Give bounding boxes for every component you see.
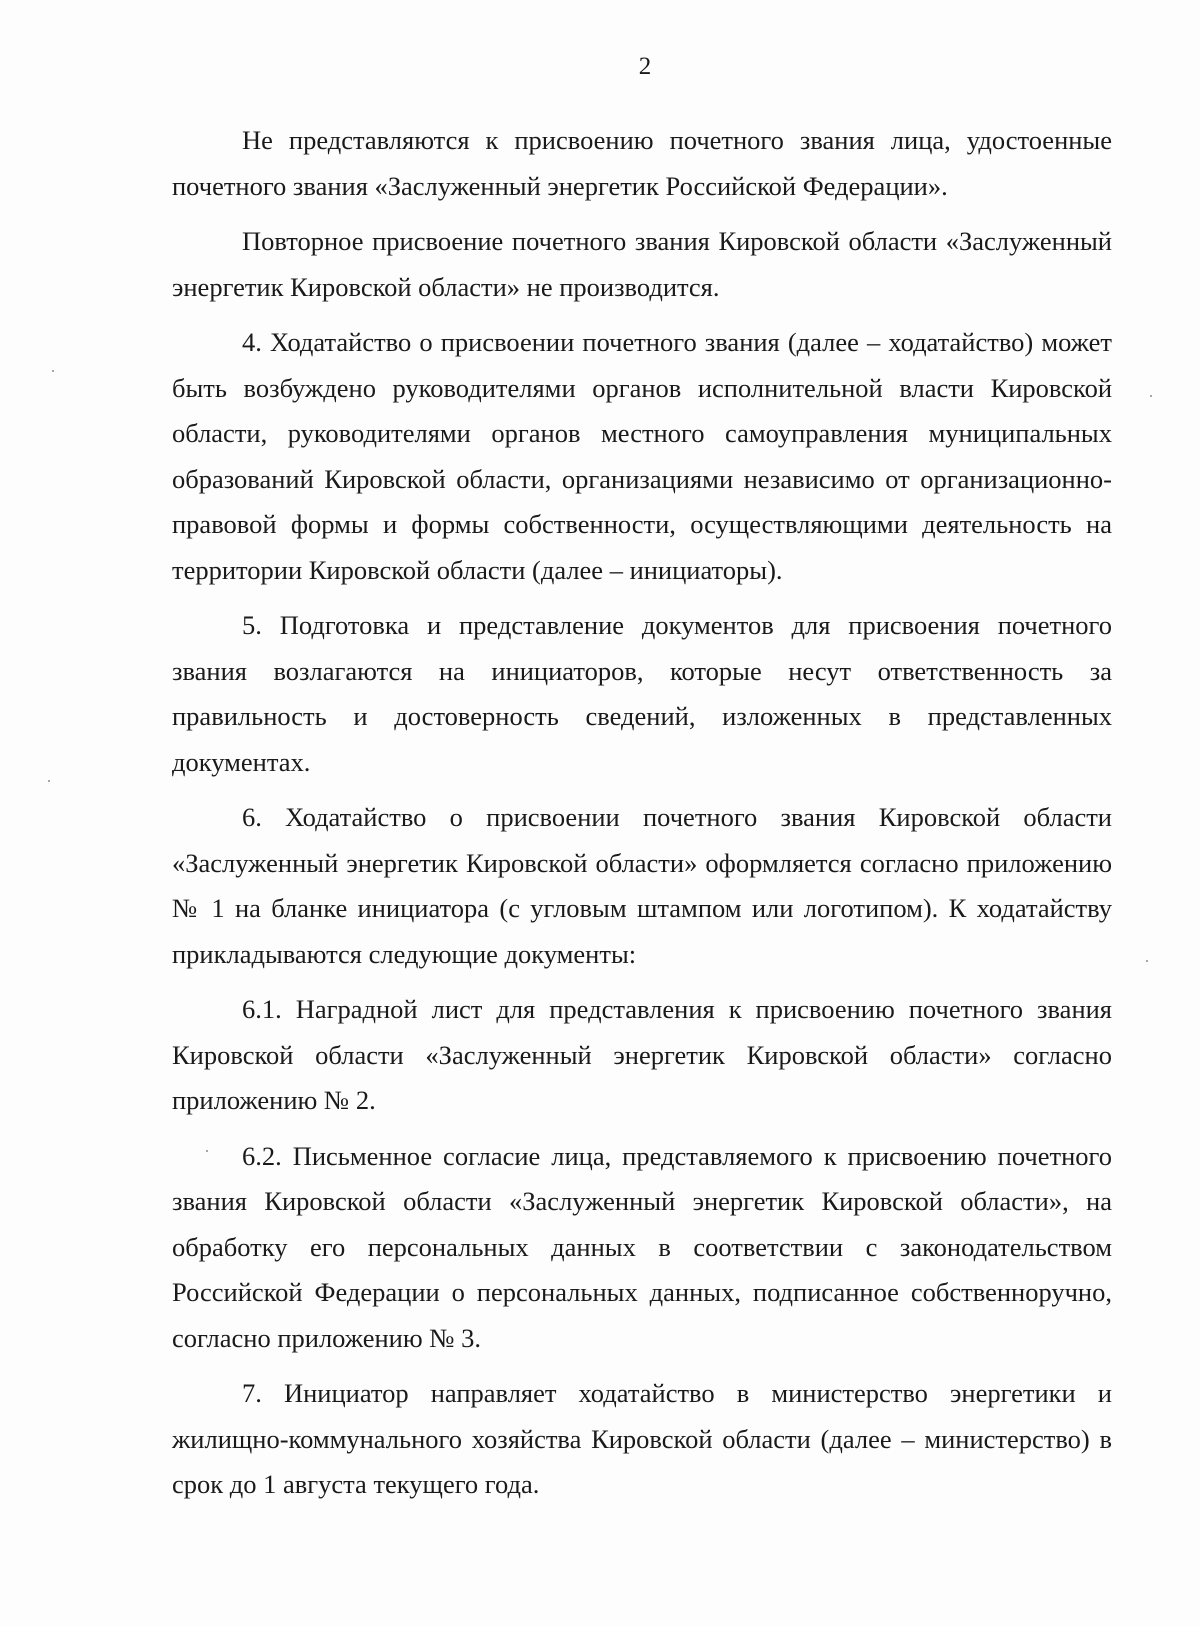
paragraph-item-4: 4. Ходатайство о присвоении почетного звания (далее – ходатайство) может быть возбуждено руководителями органов исполнительной власти Кировской области, руководителями органов местного самоуправления муниципальных образований Кировской области, организациями независимо от организационно-правовой формы и формы собственности, осуществляющими деятельность на территории Кировской области (далее – инициаторы). [172,327,1112,585]
paragraph-item-6: 6. Ходатайство о присвоении почетного звания Кировской области «Заслуженный энергетик Кировской области» оформляется согласно приложению № 1 на бланке инициатора (с угловым штампом или логотипом). К ходатайству прикладываются следующие документы: [172,802,1112,969]
paragraph-item-6-1: 6.1. Наградной лист для представления к присвоению почетного звания Кировской области «Заслуженный энергетик Кировской области» согласно приложению № 2. [172,994,1112,1115]
paragraph-no-repeat-award: Повторное присвоение почетного звания Кировской области «Заслуженный энергетик Кировской области» не производится. [172,226,1112,302]
page-number: 2 [638,53,652,80]
paragraph-item-6-2: 6.2. Письменное согласие лица, представляемого к присвоению почетного звания Кировской области «Заслуженный энергетик Кировской области», на обработку его персональных данных в соответствии с законодательством Российской Федерации о персональных данных, подписанное собственноручно, согласно приложению № 3. [172,1140,1112,1353]
document-body [172,118,1112,1518]
scan-speck [48,780,50,782]
scan-speck [52,370,54,372]
scan-speck [206,1150,208,1152]
paragraph-item-7: 7. Инициатор направляет ходатайство в министерство энергетики и жилищно-коммунального хозяйства Кировской области (далее – министерство) в срок до 1 августа текущего года. [172,1378,1112,1499]
paragraph-exclusion-rule: Не представляются к присвоению почетного звания лица, удостоенные почетного звания «Заслуженный энергетик Российской Федерации». [172,125,1112,201]
paragraph-item-5: 5. Подготовка и представление документов для присвоения почетного звания возлагаются на инициаторов, которые несут ответственность за правильность и достоверность сведений, изложенных в представленных документах. [172,610,1112,777]
scan-speck [1150,395,1152,397]
scan-speck [1146,960,1148,962]
